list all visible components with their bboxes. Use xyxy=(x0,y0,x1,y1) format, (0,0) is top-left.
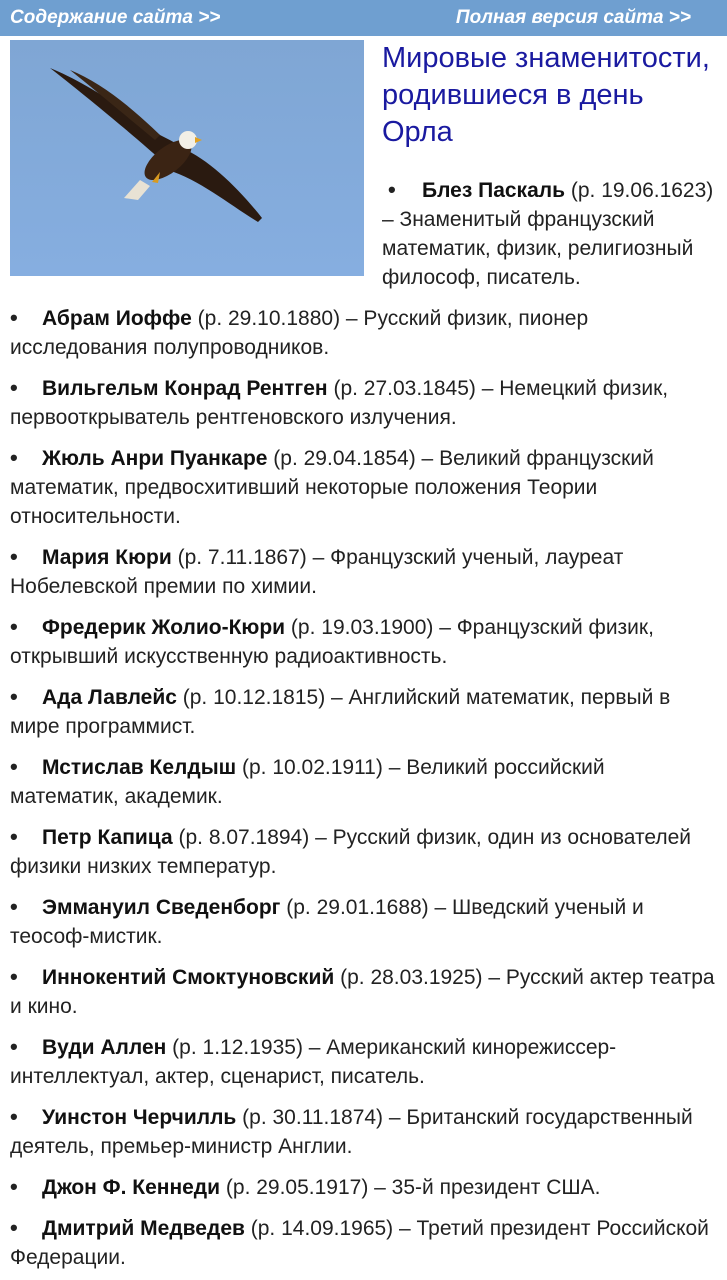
bullet-icon xyxy=(10,373,42,403)
list-item xyxy=(10,303,715,362)
list-item xyxy=(10,682,715,741)
contents-link[interactable]: Содержание сайта >> xyxy=(10,7,221,28)
person-desc: (р. 10.12.1815) – Английский математик, первый в мире программист. xyxy=(10,686,671,738)
person-name: Уинстон Черчилль xyxy=(42,1106,237,1129)
person-name: Петр Капица xyxy=(42,826,173,849)
person-name: Жюль Анри Пуанкаре xyxy=(42,447,268,470)
person-desc: (р. 14.09.1965) – Третий президент Российской Федерации. xyxy=(10,1217,709,1269)
list-item xyxy=(10,962,715,1021)
person-name: Вильгельм Конрад Рентген xyxy=(42,377,328,400)
list-item xyxy=(10,1032,715,1091)
person-desc: (р. 28.03.1925) – Русский актер театра и кино. xyxy=(10,966,715,1018)
person-name: Фредерик Жолио-Кюри xyxy=(42,616,286,639)
person-desc: (р. 30.11.1874) – Британский государственный деятель, премьер-министр Англии. xyxy=(10,1106,693,1158)
person-name: Вуди Аллен xyxy=(42,1036,167,1059)
person-name: Дмитрий Медведев xyxy=(42,1217,245,1240)
bullet-icon xyxy=(10,1172,42,1202)
full-version-link[interactable]: Полная версия сайта >> xyxy=(455,7,691,28)
eagle-illustration xyxy=(10,40,364,276)
list-item xyxy=(10,892,715,951)
list-item xyxy=(10,542,715,601)
person-name: Джон Ф. Кеннеди xyxy=(42,1176,221,1199)
person-desc: (р. 29.05.1917) – 35-й президент США. xyxy=(220,1176,601,1199)
bullet-icon xyxy=(10,1213,42,1243)
bullet-icon xyxy=(10,542,42,572)
bullet-icon xyxy=(10,1032,42,1062)
bullet-icon xyxy=(382,175,422,205)
person-name: Мстислав Келдыш xyxy=(42,756,237,779)
list-item xyxy=(10,822,715,881)
bullet-icon xyxy=(10,682,42,712)
bullet-icon xyxy=(10,752,42,782)
bullet-icon xyxy=(10,1102,42,1132)
person-desc: (р. 29.04.1854) – Великий французский математик, предвосхитивший некоторые положения Теории относительности. xyxy=(10,447,654,528)
person-desc: (р. 29.01.1688) – Шведский ученый и теософ-мистик. xyxy=(10,896,644,948)
bullet-icon xyxy=(10,962,42,992)
list-item xyxy=(10,752,715,811)
person-desc: (р. 27.03.1845) – Немецкий физик, первооткрыватель рентгеновского излучения. xyxy=(10,377,669,429)
person-name: Эммануил Сведенборг xyxy=(42,896,281,919)
bullet-icon xyxy=(10,303,42,333)
person-name: Мария Кюри xyxy=(42,546,172,569)
bullet-icon xyxy=(10,892,42,922)
person-desc: (р. 1.12.1935) – Американский кинорежиссер-интеллектуал, актер, сценарист, писатель. xyxy=(10,1036,617,1088)
person-desc: (р. 19.06.1623) – Знаменитый французский математик, физик, религиозный философ, писатель. xyxy=(382,179,714,289)
bullet-icon xyxy=(10,822,42,852)
list-item xyxy=(10,1102,715,1161)
article xyxy=(0,36,727,1272)
page-title: Мировые знаменитости, родившиеся в день Орла xyxy=(382,42,710,148)
list-item xyxy=(10,1172,715,1202)
celebrity-list xyxy=(10,175,715,1272)
top-nav-bar xyxy=(0,0,727,36)
person-desc: (р. 29.10.1880) – Русский физик, пионер исследования полупроводников. xyxy=(10,307,589,359)
list-item xyxy=(10,373,715,432)
person-desc: (р. 10.02.1911) – Великий российский математик, академик. xyxy=(10,756,605,808)
list-item xyxy=(10,612,715,671)
person-desc: (р. 7.11.1867) – Французский ученый, лауреат Нобелевской премии по химии. xyxy=(10,546,624,598)
person-name: Блез Паскаль xyxy=(422,179,566,202)
person-name: Ада Лавлейс xyxy=(42,686,177,709)
person-name: Абрам Иоффе xyxy=(42,307,192,330)
person-desc: (р. 8.07.1894) – Русский физик, один из основателей физики низких температур. xyxy=(10,826,692,878)
list-item xyxy=(10,443,715,531)
eagle-image xyxy=(10,40,364,276)
person-name: Иннокентий Смоктуновский xyxy=(42,966,335,989)
list-item xyxy=(10,1213,715,1272)
bullet-icon xyxy=(10,612,42,642)
person-desc: (р. 19.03.1900) – Французский физик, открывший искусственную радиоактивность. xyxy=(10,616,654,668)
bullet-icon xyxy=(10,443,42,473)
